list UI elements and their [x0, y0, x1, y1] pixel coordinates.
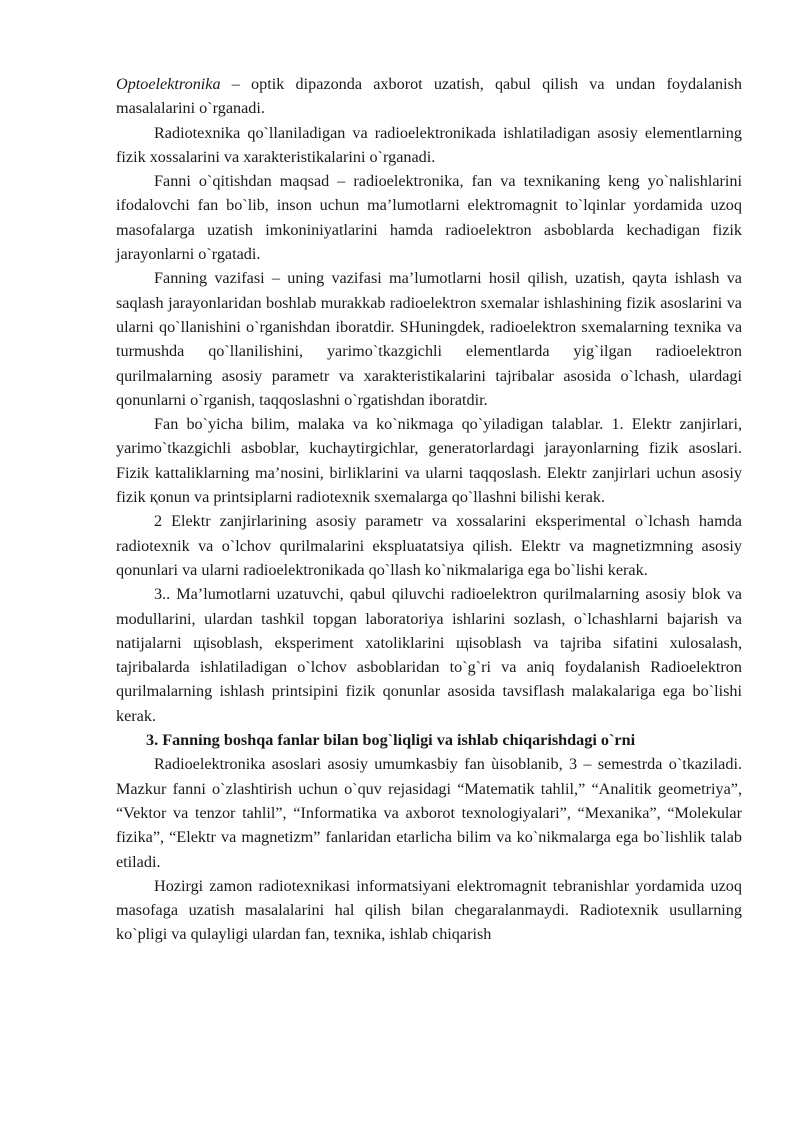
paragraph-requirements-1: Fan bo`yicha bilim, malaka va ko`nikmaga qo`yiladigan talablar. 1. Elektr zanjirlari, yarimo`tkazgichli asboblar, kuchaytirgichlar, generatorlardagi jarayonlarning fizik asoslari. Fizik kattaliklarning ma’nosini, birliklarini va ularni taqqoslash. Elektr zanjirlari uchun asosiy fizik қonun va printsiplarni radiotexnik sxemalarga qo`llashni bilishi kerak. — [116, 415, 742, 507]
paragraph-course-task: Fanning vazifasi – uning vazifasi ma’lumotlarni hosil qilish, uzatish, qayta ishlash va saqlash jarayonlaridan boshlab murakkab radioelektron sxemalar ishlashining fizik asoslarini va ularni qo`llanishini o`rganishdan iboratdir. SHuningdek, radioelektron sxemalarning texnika va turmushda qo`llanilishini, yarimo`tkazgichli elementlarda yig`ilgan radioelektron qurilmalarning asosiy parametr va xarakteristikalarini tajribalar asosida o`lchash, ulardagi qonunlarni o`rganish, taqqoslashni o`rgatishdan iboratdir. — [116, 269, 742, 409]
document-page — [116, 72, 742, 947]
paragraph-optoelectronics-text: – optik dipazonda axborot uzatish, qabul qilish va undan foydalanish masalalarini o`rganadi. — [116, 75, 742, 118]
term-optoelektronika: Optoelektronika — [116, 75, 221, 93]
paragraph-optoelectronics — [116, 72, 742, 121]
paragraph-related-subjects: Radioelektronika asoslari asosiy umumkasbiy fan ùisoblanib, 3 – semestrda o`tkaziladi. Mazkur fanni o`zlashtirish uchun o`quv rejasidagi “Matematik tahlil,” “Analitik geometriya”, “Vektor va tenzor tahlil”, “Informatika va axborot texnologiyalari”, “Mexanika”, “Molekular fizika”, “Elektr va magnetizm” fanlaridan etarlicha bilim va ko`nikmalarga ega bo`lishlik talab etiladi. — [116, 755, 742, 871]
paragraph-requirements-2: 2 Elektr zanjirlarining asosiy parametr va xossalarini eksperimental o`lchash hamda radiotexnik va o`lchov qurilmalarini ekspluatatsiya qilish. Elektr va magnetizmning asosiy qonunlari va ularni radioelektronikada qo`llash ko`nikmalariga ega bo`lishi kerak. — [116, 512, 742, 579]
paragraph-course-goal: Fanni o`qitishdan maqsad – radioelektronika, fan va texnikaning keng yo`nalishlarini ifodalovchi fan bo`lib, inson uchun ma’lumotlarni elektromagnit to`lqinlar yordamida uzoq masofalarga uzatish imkoniniyatlarini hamda radioelektron asboblarda kechadigan fizik jarayonlarni o`rgatadi. — [116, 172, 742, 264]
section-heading: 3. Fanning boshqa fanlar bilan bog`liqligi va ishlab chiqarishdagi o`rni — [146, 731, 636, 750]
paragraph-requirements-3: 3.. Ma’lumotlarni uzatuvchi, qabul qiluvchi radioelektron qurilmalarning asosiy blok va modullarini, ulardan tashkil topgan laboratoriya ishlarini sozlash, o`lchashlarni bajarish va natijalarni щisoblash, eksperiment xatoliklarini щisoblash va tajriba sifatini xulosalash, tajribalarda ishlatiladigan o`lchov asboblaridan to`g`ri va aniq foydalanish Radioelektron qurilmalarning ishlash printsipini fizik qonunlar asosida tavsiflash malakalariga ega bo`lishi kerak. — [116, 585, 742, 725]
paragraph-modern-radiotechnics: Hozirgi zamon radiotexnikasi informatsiyani elektromagnit tebranishlar yordamida uzoq masofaga uzatish masalalarini hal qilish bilan chegaralanmaydi. Radiotexnik usullarning ko`pligi va qulayligi ulardan fan, texnika, ishlab chiqarish — [116, 876, 742, 944]
paragraph-radiotechnics: Radiotexnika qo`llaniladigan va radioelektronikada ishlatiladigan asosiy elementlarning fizik xossalarini va xarakteristikalarini o`rganadi. — [116, 123, 742, 166]
